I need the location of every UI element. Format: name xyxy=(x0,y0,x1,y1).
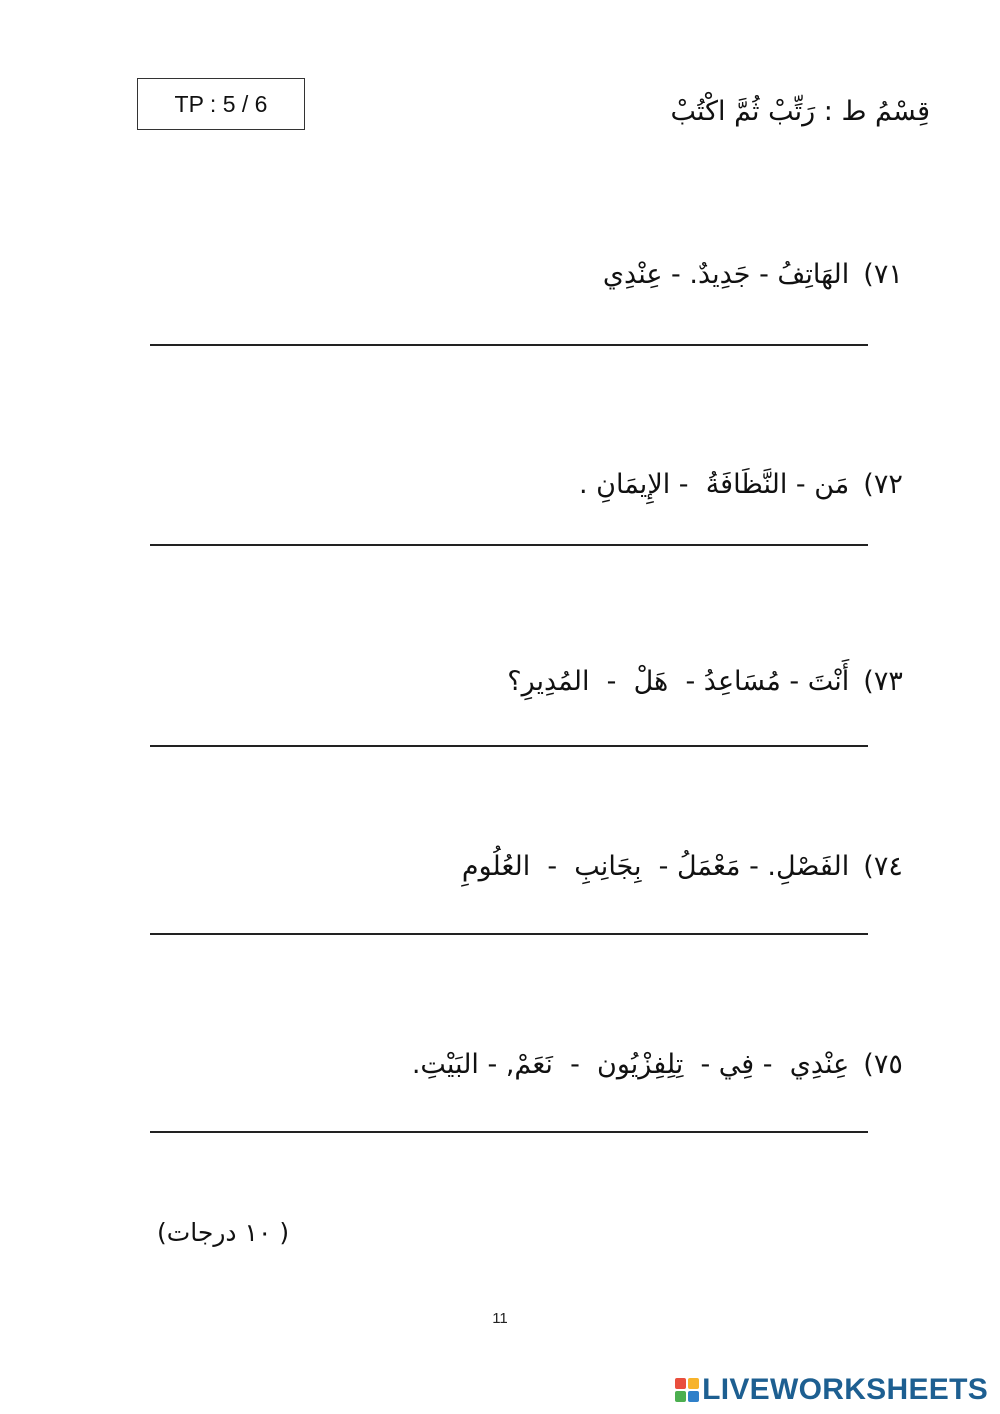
logo-square xyxy=(675,1391,686,1402)
question-words: مَن - النَّظَافَةُ - الإِيمَانِ . xyxy=(578,469,850,500)
question-72 xyxy=(579,438,920,500)
answer-line-74[interactable] xyxy=(150,933,868,935)
grade-label: ( ١٠ درجات) xyxy=(157,1218,290,1247)
liveworksheets-icon xyxy=(675,1378,699,1402)
question-words: الفَصْلِ. - مَعْمَلُ - بِجَانِبِ - العُلُومِ xyxy=(461,851,850,882)
question-74 xyxy=(462,820,920,882)
logo-square xyxy=(675,1378,686,1389)
section-title: قِسْمُ ط : رَتِّبْ ثُمَّ اكْتُبْ xyxy=(670,96,930,127)
answer-line-72[interactable] xyxy=(150,544,868,546)
question-number: ٧١) xyxy=(863,259,903,290)
answer-line-71[interactable] xyxy=(150,344,868,346)
question-75 xyxy=(412,1018,920,1080)
question-number: ٧٤) xyxy=(863,851,903,882)
brand-name: LIVEWORKSHEETS xyxy=(702,1373,988,1406)
tp-label: TP : 5 / 6 xyxy=(174,90,268,117)
page-number: 11 xyxy=(492,1310,508,1327)
question-73 xyxy=(507,635,920,697)
logo-square xyxy=(688,1391,699,1402)
answer-line-73[interactable] xyxy=(150,745,868,747)
question-number: ٧٢) xyxy=(863,469,903,500)
question-words: الهَاتِفُ - جَدِيدٌ. - عِنْدِي xyxy=(602,259,850,290)
question-71 xyxy=(603,228,920,290)
tp-label-box xyxy=(137,78,305,130)
question-words: أَنْتَ - مُسَاعِدُ - هَلْ - المُدِيرِ؟ xyxy=(507,666,850,697)
answer-line-75[interactable] xyxy=(150,1131,868,1133)
liveworksheets-logo xyxy=(675,1372,988,1408)
question-words: عِنْدِي - فِي - تِلِفِزْيُون - نَعَمْ, - البَيْتِ. xyxy=(411,1049,850,1080)
question-number: ٧٣) xyxy=(863,666,903,697)
question-number: ٧٥) xyxy=(863,1049,903,1080)
logo-square xyxy=(688,1378,699,1389)
